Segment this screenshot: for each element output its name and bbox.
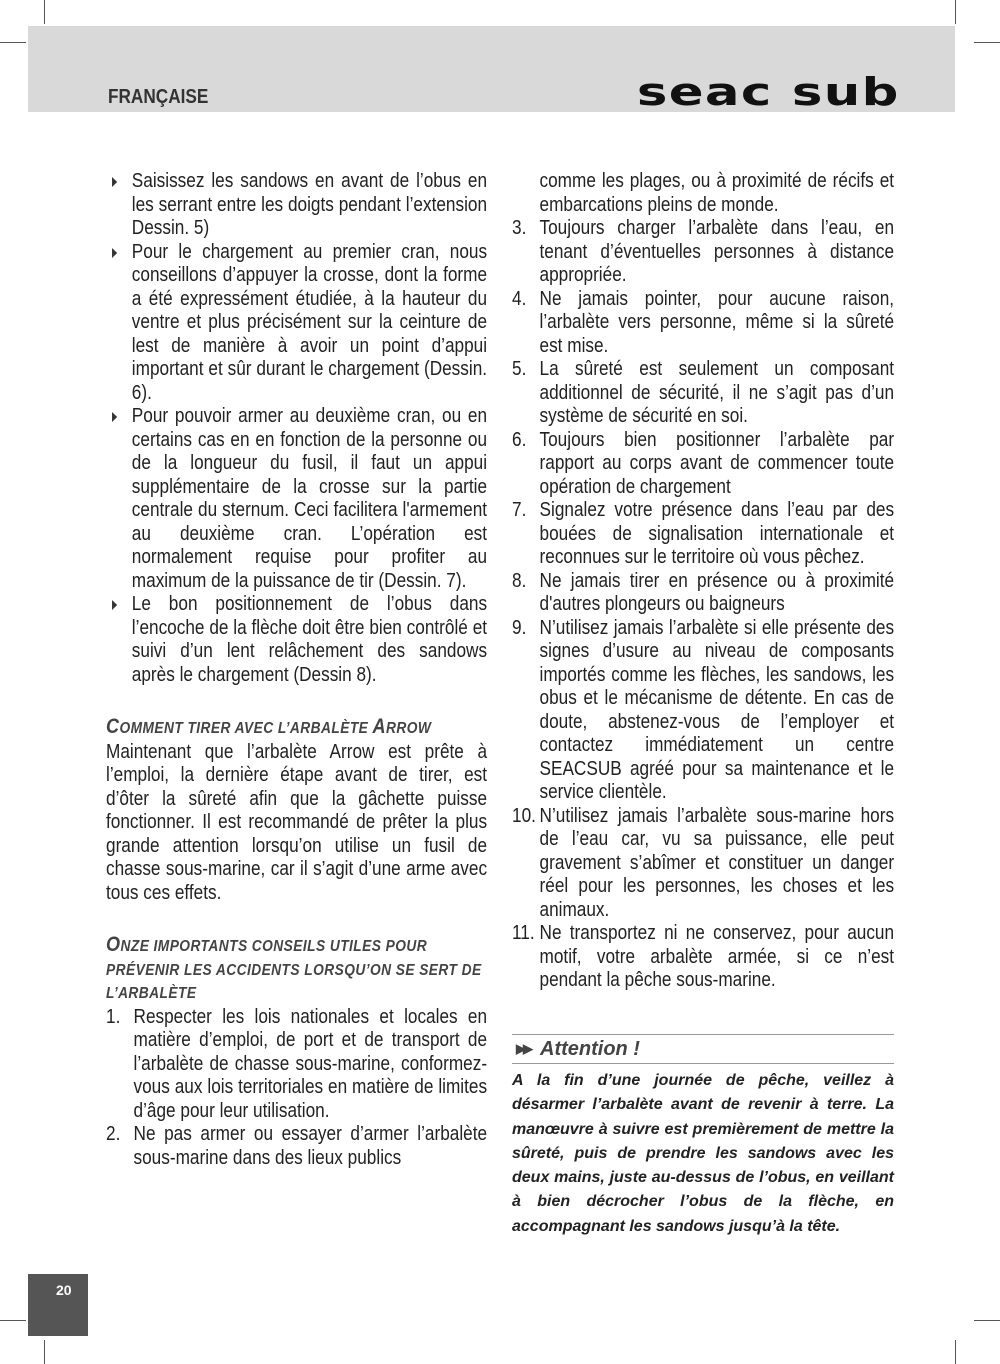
language-label: FRANÇAISE	[108, 86, 209, 108]
item-continuation: comme les plages, ou à proximité de récifs et embarcations pleins de monde.	[539, 170, 895, 216]
bullet-item: Saisissez les sandows en avant de l’obus en les serrant entre les doigts pendant l’extension Dessin. 5)	[106, 170, 487, 241]
crop-mark	[974, 42, 1000, 43]
bullet-item: Pour le chargement au premier cran, nous conseillons d’appuyer la crosse, dont la forme a été expressément étudiée, à la hauteur du ventre et plus précisément sur la ceinture de lest de manière à avoir un point d’appui important et sûr durant le chargement (Dessin. 6).	[106, 241, 487, 406]
numbered-item: 1. Respecter les lois nationales et locales en matière d’emploi, de port et de transport de l’arbalète de chasse sous-marine, conformez-vous aux lois territoriales en matière de limites d’âge pour leur utilisation.	[106, 1005, 488, 1122]
numbered-item: 8. Ne jamais tirer en présence ou à proximité d'autres plongeurs ou baigneurs	[512, 569, 895, 615]
section-heading: COMMENT TIRER AVEC L’ARBALÈTE ARROW	[106, 715, 432, 738]
crop-mark	[0, 1320, 26, 1321]
arrow-bullet-icon	[112, 248, 117, 258]
section-body: Maintenant que l’arbalète Arrow est prête à l’emploi, la dernière étape avant de tirer, est d’ôter la sûreté afin que la gâchette puisse fonctionner. Il est recommandé de prêter la plus grande attention lorsqu’on utilise un fusil de chasse sous-marine, car il s’agit d’une arme avec tous ces effets.	[106, 740, 488, 904]
bullet-item: Pour pouvoir armer au deuxième cran, ou en certains cas en en fonction de la personne ou de la longueur du fusil, il faut un appui supplémentaire de la crosse sur la partie centrale du sternum. Ceci facilitera l'armement au deuxième cran. L’opération est normalement requise pour profiter au maximum de la puissance de tir (Dessin. 7).	[106, 405, 487, 593]
numbered-item: 9. N’utilisez jamais l’arbalète si elle présente des signes d’usure au niveau de composants importés comme les flèches, les sandows, les obus et le mécanisme de détente. En cas de doute, abstenez-vous de l’employer et contactez immédiatement un centre SEACSUB agréé pour sa maintenance et le service clientèle.	[512, 616, 895, 803]
numbered-item: 4. Ne jamais pointer, pour aucune raison, l’arbalète vers personne, même si la sûreté est mise.	[512, 287, 895, 357]
double-arrow-icon: ▶▶	[516, 1041, 530, 1056]
numbered-item: 10. N’utilisez jamais l’arbalète sous-marine hors de l’eau car, vu sa puissance, elle peut gravement s’abîmer et constituer un danger réel pour les personnes, les choses et les animaux.	[512, 804, 895, 921]
numbered-item: 11. Ne transportez ni ne conservez, pour aucun motif, votre arbalète armée, si ce n’est pendant la pêche sous-marine.	[512, 922, 895, 991]
brand-logo: seac sub	[637, 70, 900, 114]
attention-top-rule	[512, 1034, 894, 1035]
numbered-item: 5. La sûreté est seulement un composant additionnel de sécurité, il ne s’agit pas d’un système de sécurité en soi.	[512, 358, 895, 427]
attention-body: A la fin d’une journée de pêche, veillez à désarmer l’arbalète avant de revenir à terre. La manœuvre à suivre est premièrement de mettre la sûreté, puis de prendre les sandows avec les deux mains, juste au-dessus de l’obus, en veillant à bien décrocher l’obus de la flèche, en accompagnant les sandows jusqu’à la tête.	[512, 1072, 894, 1235]
arrow-bullet-icon	[112, 177, 117, 187]
attention-bottom-rule	[512, 1063, 894, 1064]
crop-mark	[955, 0, 956, 24]
page-number: 20	[56, 1282, 72, 1298]
arrow-bullet-icon	[112, 600, 117, 610]
arrow-bullet-icon	[112, 412, 117, 422]
numbered-item: 3. Toujours charger l’arbalète dans l’eau, en tenant d’éventuelles personnes à distance appropriée.	[512, 217, 895, 286]
crop-mark	[44, 1340, 45, 1364]
crop-mark	[0, 42, 26, 43]
right-column	[512, 170, 894, 993]
attention-title: ▶▶ Attention !	[516, 1038, 640, 1060]
crop-mark	[974, 1320, 1000, 1321]
section-heading: ONZE IMPORTANTS CONSEILS UTILES POUR PRÉVENIR LES ACCIDENTS LORSQU’ON SE SERT DE L’ARBALÈTE	[106, 933, 482, 1002]
numbered-item: 6. Toujours bien positionner l’arbalète par rapport au corps avant de commencer toute opération de chargement	[512, 428, 895, 498]
numbered-item: 7. Signalez votre présence dans l’eau par des bouées de signalisation internationale et reconnues sur le territoire où vous pêchez.	[512, 499, 895, 568]
crop-mark	[44, 0, 45, 24]
numbered-item: 2. Ne pas armer ou essayer d’armer l’arbalète sous-marine dans des lieux publics	[106, 1123, 488, 1169]
left-column	[106, 170, 487, 1170]
bullet-item: Le bon positionnement de l’obus dans l’encoche de la flèche doit être bien contrôlé et suivi d’un lent relâchement des sandows après le chargement (Dessin 8).	[106, 593, 487, 687]
crop-mark	[955, 1340, 956, 1364]
